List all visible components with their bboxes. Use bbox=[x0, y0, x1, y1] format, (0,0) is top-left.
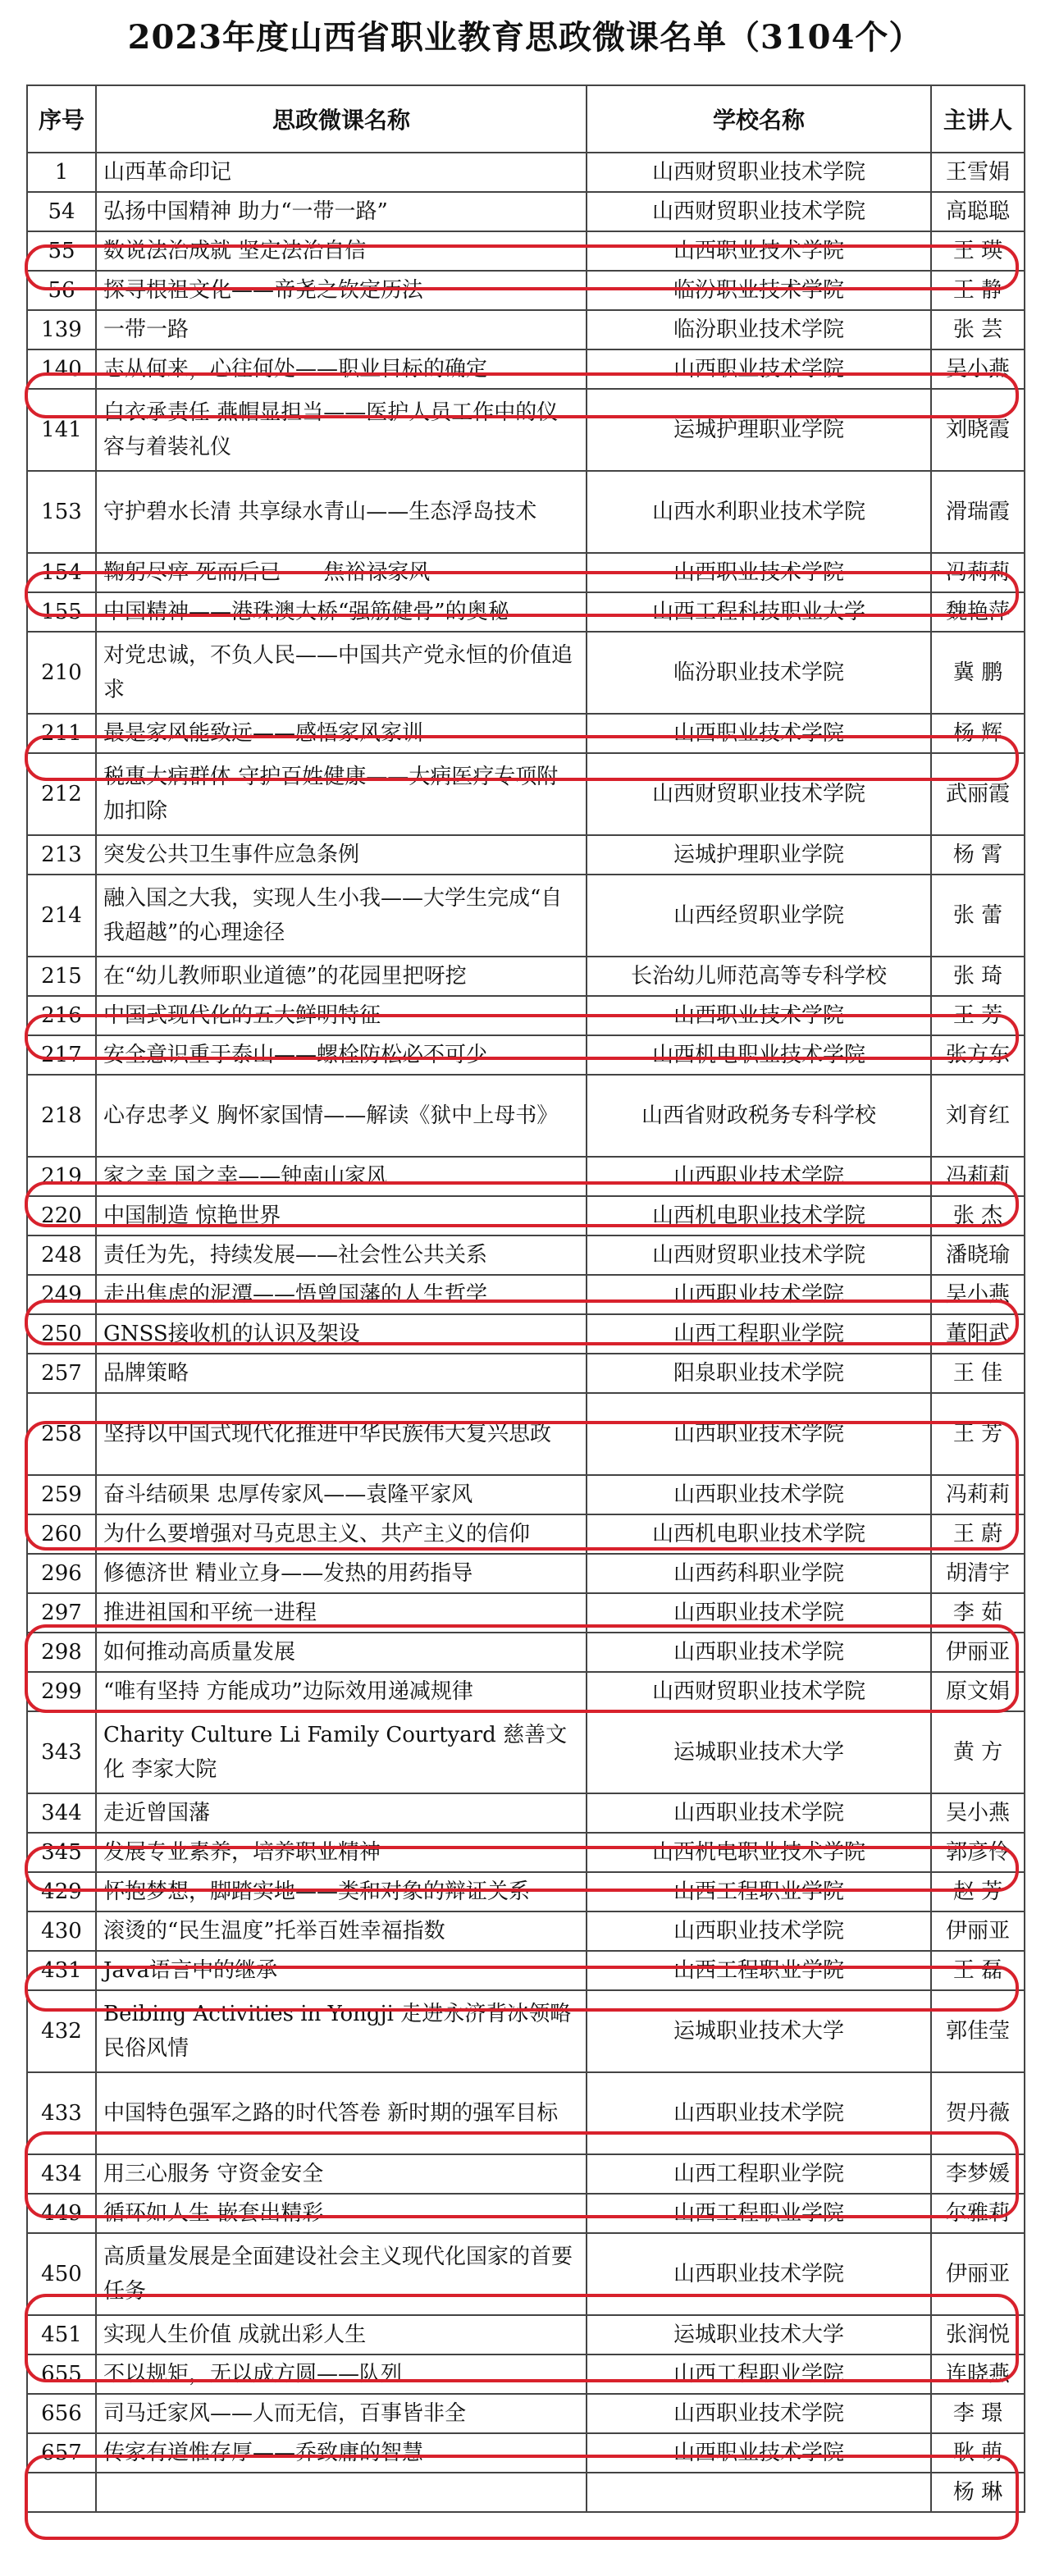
cell-school: 长治幼儿师范高等专科学校 bbox=[587, 957, 931, 996]
cell-course: 志从何来，心往何处——职业目标的确定 bbox=[96, 349, 587, 389]
cell-school: 山西职业技术学院 bbox=[587, 1275, 931, 1314]
table-row bbox=[27, 1035, 1025, 1075]
cell-lecturer: 耿 萌 bbox=[931, 2433, 1025, 2473]
table-row bbox=[27, 2394, 1025, 2433]
cell-school: 山西工程职业学院 bbox=[587, 1951, 931, 1990]
cell-course: 奋斗结硕果 忠厚传家风——袁隆平家风 bbox=[96, 1475, 587, 1514]
cell-num: 434 bbox=[27, 2154, 96, 2194]
cell-school: 山西职业技术学院 bbox=[587, 2072, 931, 2154]
cell-num: 219 bbox=[27, 1157, 96, 1196]
cell-num: 297 bbox=[27, 1593, 96, 1633]
table-row bbox=[27, 1157, 1025, 1196]
cell-school: 山西财贸职业技术学院 bbox=[587, 753, 931, 835]
cell-lecturer: 高聪聪 bbox=[931, 192, 1025, 231]
cell-lecturer: 王 芳 bbox=[931, 996, 1025, 1035]
cell-school: 山西工程科技职业大学 bbox=[587, 592, 931, 632]
cell-course: 实现人生价值 成就出彩人生 bbox=[96, 2315, 587, 2354]
cell-school: 山西工程职业学院 bbox=[587, 2154, 931, 2194]
cell-course: 中国制造 惊艳世界 bbox=[96, 1196, 587, 1235]
cell-school: 山西职业技术学院 bbox=[587, 714, 931, 753]
cell-num: 656 bbox=[27, 2394, 96, 2433]
cell-num: 212 bbox=[27, 753, 96, 835]
table-row bbox=[27, 1475, 1025, 1514]
cell-school: 山西财贸职业技术学院 bbox=[587, 1235, 931, 1275]
cell-school: 山西工程职业学院 bbox=[587, 2354, 931, 2394]
cell-lecturer: 伊丽亚 bbox=[931, 1633, 1025, 1672]
table-row bbox=[27, 271, 1025, 310]
table-row bbox=[27, 1196, 1025, 1235]
cell-school: 山西水利职业技术学院 bbox=[587, 471, 931, 553]
cell-num: 343 bbox=[27, 1711, 96, 1793]
cell-school: 山西职业技术学院 bbox=[587, 2233, 931, 2315]
table-row bbox=[27, 231, 1025, 271]
cell-num: 432 bbox=[27, 1990, 96, 2072]
cell-lecturer: 王 磊 bbox=[931, 1951, 1025, 1990]
cell-school: 山西经贸职业学院 bbox=[587, 875, 931, 957]
cell-school: 山西财贸职业技术学院 bbox=[587, 153, 931, 192]
cell-school: 山西机电职业技术学院 bbox=[587, 1035, 931, 1075]
cell-num: 250 bbox=[27, 1314, 96, 1354]
cell-school: 山西职业技术学院 bbox=[587, 1911, 931, 1951]
cell-num: 214 bbox=[27, 875, 96, 957]
cell-school bbox=[587, 2473, 931, 2512]
cell-course: 用三心服务 守资金安全 bbox=[96, 2154, 587, 2194]
table-row bbox=[27, 592, 1025, 632]
cell-num: 248 bbox=[27, 1235, 96, 1275]
table-row bbox=[27, 1672, 1025, 1711]
cell-course: 品牌策略 bbox=[96, 1354, 587, 1393]
cell-school: 山西职业技术学院 bbox=[587, 349, 931, 389]
cell-school: 山西药科职业学院 bbox=[587, 1554, 931, 1593]
cell-lecturer: 李 璟 bbox=[931, 2394, 1025, 2433]
cell-num: 449 bbox=[27, 2194, 96, 2233]
cell-school: 山西职业技术学院 bbox=[587, 1475, 931, 1514]
cell-course: “唯有坚持 方能成功”边际效用递减规律 bbox=[96, 1672, 587, 1711]
table-row bbox=[27, 753, 1025, 835]
cell-lecturer: 吴小燕 bbox=[931, 1793, 1025, 1833]
cell-course: 走近曾国藩 bbox=[96, 1793, 587, 1833]
cell-course: 白衣承责任 燕帽显担当——医护人员工作中的仪容与着装礼仪 bbox=[96, 389, 587, 471]
cell-course: 鞠躬尽瘁 死而后已——焦裕禄家风 bbox=[96, 553, 587, 592]
cell-num: 657 bbox=[27, 2433, 96, 2473]
cell-lecturer: 李梦媛 bbox=[931, 2154, 1025, 2194]
cell-num: 210 bbox=[27, 632, 96, 714]
cell-school: 运城职业技术大学 bbox=[587, 2315, 931, 2354]
cell-course: 如何推动高质量发展 bbox=[96, 1633, 587, 1672]
table-row bbox=[27, 1711, 1025, 1793]
cell-num: 217 bbox=[27, 1035, 96, 1075]
header-course: 思政微课名称 bbox=[96, 85, 587, 153]
cell-school: 山西职业技术学院 bbox=[587, 553, 931, 592]
cell-num: 211 bbox=[27, 714, 96, 753]
cell-course: 高质量发展是全面建设社会主义现代化国家的首要任务 bbox=[96, 2233, 587, 2315]
cell-lecturer: 尔雅莉 bbox=[931, 2194, 1025, 2233]
cell-school: 山西职业技术学院 bbox=[587, 996, 931, 1035]
cell-course: 探寻根祖文化——帝尧之钦定历法 bbox=[96, 271, 587, 310]
cell-lecturer: 冯莉莉 bbox=[931, 1475, 1025, 1514]
cell-lecturer: 李 茹 bbox=[931, 1593, 1025, 1633]
cell-course: 山西革命印记 bbox=[96, 153, 587, 192]
cell-course bbox=[96, 2473, 587, 2512]
table-row bbox=[27, 1951, 1025, 1990]
cell-school: 临汾职业技术学院 bbox=[587, 632, 931, 714]
cell-course: 滚烫的“民生温度”托举百姓幸福指数 bbox=[96, 1911, 587, 1951]
table-row bbox=[27, 471, 1025, 553]
table-row bbox=[27, 2194, 1025, 2233]
cell-course: 不以规矩，无以成方圆——队列 bbox=[96, 2354, 587, 2394]
cell-lecturer: 董阳武 bbox=[931, 1314, 1025, 1354]
cell-school: 运城护理职业学院 bbox=[587, 835, 931, 875]
table-row bbox=[27, 1514, 1025, 1554]
table-row bbox=[27, 632, 1025, 714]
cell-lecturer: 刘育红 bbox=[931, 1075, 1025, 1157]
cell-num: 431 bbox=[27, 1951, 96, 1990]
cell-school: 山西机电职业技术学院 bbox=[587, 1514, 931, 1554]
table-row bbox=[27, 996, 1025, 1035]
table-row bbox=[27, 835, 1025, 875]
cell-school: 山西机电职业技术学院 bbox=[587, 1833, 931, 1872]
cell-course: 修德济世 精业立身——发热的用药指导 bbox=[96, 1554, 587, 1593]
cell-num: 259 bbox=[27, 1475, 96, 1514]
cell-course: 突发公共卫生事件应急条例 bbox=[96, 835, 587, 875]
cell-lecturer: 王 瑛 bbox=[931, 231, 1025, 271]
cell-num: 213 bbox=[27, 835, 96, 875]
cell-school: 阳泉职业技术学院 bbox=[587, 1354, 931, 1393]
table-row bbox=[27, 1314, 1025, 1354]
course-list-table bbox=[26, 84, 1025, 2513]
cell-school: 山西省财政税务专科学校 bbox=[587, 1075, 931, 1157]
table-row bbox=[27, 1911, 1025, 1951]
cell-course: 守护碧水长清 共享绿水青山——生态浮岛技术 bbox=[96, 471, 587, 553]
cell-num: 141 bbox=[27, 389, 96, 471]
table-row bbox=[27, 2473, 1025, 2512]
table-row bbox=[27, 389, 1025, 471]
cell-lecturer: 伊丽亚 bbox=[931, 2233, 1025, 2315]
cell-lecturer: 吴小燕 bbox=[931, 1275, 1025, 1314]
cell-course: 走出焦虑的泥潭——悟曾国藩的人生哲学 bbox=[96, 1275, 587, 1314]
cell-num: 345 bbox=[27, 1833, 96, 1872]
table-row bbox=[27, 1793, 1025, 1833]
cell-num: 220 bbox=[27, 1196, 96, 1235]
cell-school: 山西机电职业技术学院 bbox=[587, 1196, 931, 1235]
cell-school: 山西职业技术学院 bbox=[587, 1157, 931, 1196]
cell-num: 258 bbox=[27, 1393, 96, 1475]
cell-num: 296 bbox=[27, 1554, 96, 1593]
cell-course: 弘扬中国精神 助力“一带一路” bbox=[96, 192, 587, 231]
cell-num: 257 bbox=[27, 1354, 96, 1393]
table-row bbox=[27, 349, 1025, 389]
table-row bbox=[27, 2154, 1025, 2194]
cell-school: 山西工程职业学院 bbox=[587, 1872, 931, 1911]
cell-school: 临汾职业技术学院 bbox=[587, 271, 931, 310]
cell-lecturer: 张润悦 bbox=[931, 2315, 1025, 2354]
table-row bbox=[27, 714, 1025, 753]
cell-lecturer: 黄 方 bbox=[931, 1711, 1025, 1793]
table-row bbox=[27, 1872, 1025, 1911]
cell-lecturer: 胡清宇 bbox=[931, 1554, 1025, 1593]
cell-course: 对党忠诚，不负人民——中国共产党永恒的价值追求 bbox=[96, 632, 587, 714]
cell-num: 344 bbox=[27, 1793, 96, 1833]
cell-num: 299 bbox=[27, 1672, 96, 1711]
cell-num: 1 bbox=[27, 153, 96, 192]
header-lecturer: 主讲人 bbox=[931, 85, 1025, 153]
table-row bbox=[27, 153, 1025, 192]
cell-course: 发展专业素养，培养职业精神 bbox=[96, 1833, 587, 1872]
cell-lecturer: 伊丽亚 bbox=[931, 1911, 1025, 1951]
cell-lecturer: 王 蔚 bbox=[931, 1514, 1025, 1554]
cell-school: 山西工程职业学院 bbox=[587, 1314, 931, 1354]
cell-course: 最是家风能致远——感悟家风家训 bbox=[96, 714, 587, 753]
cell-school: 山西职业技术学院 bbox=[587, 1793, 931, 1833]
cell-lecturer: 连晓燕 bbox=[931, 2354, 1025, 2394]
cell-lecturer: 杨 霄 bbox=[931, 835, 1025, 875]
cell-school: 山西职业技术学院 bbox=[587, 1593, 931, 1633]
cell-lecturer: 王雪娟 bbox=[931, 153, 1025, 192]
table-row bbox=[27, 2433, 1025, 2473]
table-row bbox=[27, 2354, 1025, 2394]
cell-lecturer: 冯莉莉 bbox=[931, 1157, 1025, 1196]
cell-lecturer: 张 杰 bbox=[931, 1196, 1025, 1235]
cell-course: 推进祖国和平统一进程 bbox=[96, 1593, 587, 1633]
cell-lecturer: 张方东 bbox=[931, 1035, 1025, 1075]
cell-lecturer: 冀 鹏 bbox=[931, 632, 1025, 714]
cell-lecturer: 魏艳萍 bbox=[931, 592, 1025, 632]
cell-num: 215 bbox=[27, 957, 96, 996]
table-row bbox=[27, 1393, 1025, 1475]
table-row bbox=[27, 1633, 1025, 1672]
cell-num: 430 bbox=[27, 1911, 96, 1951]
cell-course: GNSS接收机的认识及架设 bbox=[96, 1314, 587, 1354]
cell-lecturer: 张 芸 bbox=[931, 310, 1025, 349]
cell-course: 为什么要增强对马克思主义、共产主义的信仰 bbox=[96, 1514, 587, 1554]
cell-num: 55 bbox=[27, 231, 96, 271]
cell-course: 责任为先，持续发展——社会性公共关系 bbox=[96, 1235, 587, 1275]
cell-course: 中国式现代化的五大鲜明特征 bbox=[96, 996, 587, 1035]
cell-num: 260 bbox=[27, 1514, 96, 1554]
cell-num: 218 bbox=[27, 1075, 96, 1157]
cell-lecturer: 杨 辉 bbox=[931, 714, 1025, 753]
table-row bbox=[27, 1235, 1025, 1275]
cell-course: 一带一路 bbox=[96, 310, 587, 349]
cell-course: 融入国之大我，实现人生小我——大学生完成“自我超越”的心理途径 bbox=[96, 875, 587, 957]
cell-num: 154 bbox=[27, 553, 96, 592]
cell-num: 155 bbox=[27, 592, 96, 632]
cell-num: 54 bbox=[27, 192, 96, 231]
table-row bbox=[27, 957, 1025, 996]
cell-course: 坚持以中国式现代化推进中华民族伟大复兴思政 bbox=[96, 1393, 587, 1475]
cell-lecturer: 刘晓霞 bbox=[931, 389, 1025, 471]
cell-school: 山西财贸职业技术学院 bbox=[587, 1672, 931, 1711]
cell-course: 税惠大病群体 守护百姓健康——大病医疗专项附加扣除 bbox=[96, 753, 587, 835]
cell-course: 传家有道惟存厚——乔致庸的智慧 bbox=[96, 2433, 587, 2473]
cell-num: 140 bbox=[27, 349, 96, 389]
table-row bbox=[27, 2233, 1025, 2315]
cell-lecturer: 潘晓瑜 bbox=[931, 1235, 1025, 1275]
cell-course: 数说法治成就 坚定法治自信 bbox=[96, 231, 587, 271]
cell-lecturer: 贺丹薇 bbox=[931, 2072, 1025, 2154]
cell-course: 心存忠孝义 胸怀家国情——解读《狱中上母书》 bbox=[96, 1075, 587, 1157]
cell-course: 家之幸 国之幸——钟南山家风 bbox=[96, 1157, 587, 1196]
cell-school: 山西职业技术学院 bbox=[587, 2433, 931, 2473]
cell-school: 山西职业技术学院 bbox=[587, 1633, 931, 1672]
table-row bbox=[27, 1275, 1025, 1314]
cell-num: 298 bbox=[27, 1633, 96, 1672]
cell-lecturer: 郭彦伶 bbox=[931, 1833, 1025, 1872]
table-row bbox=[27, 1990, 1025, 2072]
cell-course: Beibing Activities in Yongji 走进永济背冰领略民俗风情 bbox=[96, 1990, 587, 2072]
cell-lecturer: 冯莉莉 bbox=[931, 553, 1025, 592]
cell-num: 429 bbox=[27, 1872, 96, 1911]
cell-school: 山西职业技术学院 bbox=[587, 231, 931, 271]
table-row bbox=[27, 1593, 1025, 1633]
cell-num bbox=[27, 2473, 96, 2512]
cell-num: 249 bbox=[27, 1275, 96, 1314]
cell-lecturer: 张 琦 bbox=[931, 957, 1025, 996]
table-row bbox=[27, 192, 1025, 231]
table-row bbox=[27, 1554, 1025, 1593]
cell-school: 临汾职业技术学院 bbox=[587, 310, 931, 349]
cell-num: 139 bbox=[27, 310, 96, 349]
cell-course: 安全意识重于泰山——螺栓防松必不可少 bbox=[96, 1035, 587, 1075]
cell-lecturer: 王 静 bbox=[931, 271, 1025, 310]
cell-course: 中国特色强军之路的时代答卷 新时期的强军目标 bbox=[96, 2072, 587, 2154]
cell-school: 运城职业技术大学 bbox=[587, 1711, 931, 1793]
cell-lecturer: 王 佳 bbox=[931, 1354, 1025, 1393]
cell-school: 山西财贸职业技术学院 bbox=[587, 192, 931, 231]
cell-lecturer: 张 蕾 bbox=[931, 875, 1025, 957]
cell-num: 216 bbox=[27, 996, 96, 1035]
cell-school: 山西工程职业学院 bbox=[587, 2194, 931, 2233]
table-row bbox=[27, 310, 1025, 349]
cell-num: 450 bbox=[27, 2233, 96, 2315]
cell-num: 56 bbox=[27, 271, 96, 310]
cell-course: 在“幼儿教师职业道德”的花园里把呀挖 bbox=[96, 957, 587, 996]
cell-course: 怀抱梦想，脚踏实地——类和对象的辩证关系 bbox=[96, 1872, 587, 1911]
cell-school: 运城护理职业学院 bbox=[587, 389, 931, 471]
header-school: 学校名称 bbox=[587, 85, 931, 153]
cell-course: 中国精神——港珠澳大桥“强筋健骨”的奥秘 bbox=[96, 592, 587, 632]
cell-school: 山西职业技术学院 bbox=[587, 2394, 931, 2433]
table-row bbox=[27, 1354, 1025, 1393]
cell-num: 153 bbox=[27, 471, 96, 553]
cell-course: 循环如人生 嵌套出精彩 bbox=[96, 2194, 587, 2233]
cell-school: 运城职业技术大学 bbox=[587, 1990, 931, 2072]
cell-lecturer: 郭佳莹 bbox=[931, 1990, 1025, 2072]
cell-num: 655 bbox=[27, 2354, 96, 2394]
cell-course: Java语言中的继承 bbox=[96, 1951, 587, 1990]
table-row bbox=[27, 1833, 1025, 1872]
cell-course: 司马迁家风——人而无信，百事皆非全 bbox=[96, 2394, 587, 2433]
table-header-row bbox=[27, 85, 1025, 153]
cell-course: Charity Culture Li Family Courtyard 慈善文化 李家大院 bbox=[96, 1711, 587, 1793]
table-row bbox=[27, 875, 1025, 957]
cell-lecturer: 吴小燕 bbox=[931, 349, 1025, 389]
cell-lecturer: 王 芳 bbox=[931, 1393, 1025, 1475]
page-title: 2023年度山西省职业教育思政微课名单（3104个） bbox=[127, 18, 923, 57]
table-row bbox=[27, 2315, 1025, 2354]
cell-school: 山西职业技术学院 bbox=[587, 1393, 931, 1475]
cell-lecturer: 原文娟 bbox=[931, 1672, 1025, 1711]
header-num: 序号 bbox=[27, 85, 96, 153]
cell-lecturer: 赵 芳 bbox=[931, 1872, 1025, 1911]
cell-lecturer: 武丽霞 bbox=[931, 753, 1025, 835]
cell-num: 451 bbox=[27, 2315, 96, 2354]
cell-lecturer: 杨 琳 bbox=[931, 2473, 1025, 2512]
cell-num: 433 bbox=[27, 2072, 96, 2154]
cell-lecturer: 滑瑞霞 bbox=[931, 471, 1025, 553]
table-row bbox=[27, 1075, 1025, 1157]
table-row bbox=[27, 2072, 1025, 2154]
table-row bbox=[27, 553, 1025, 592]
